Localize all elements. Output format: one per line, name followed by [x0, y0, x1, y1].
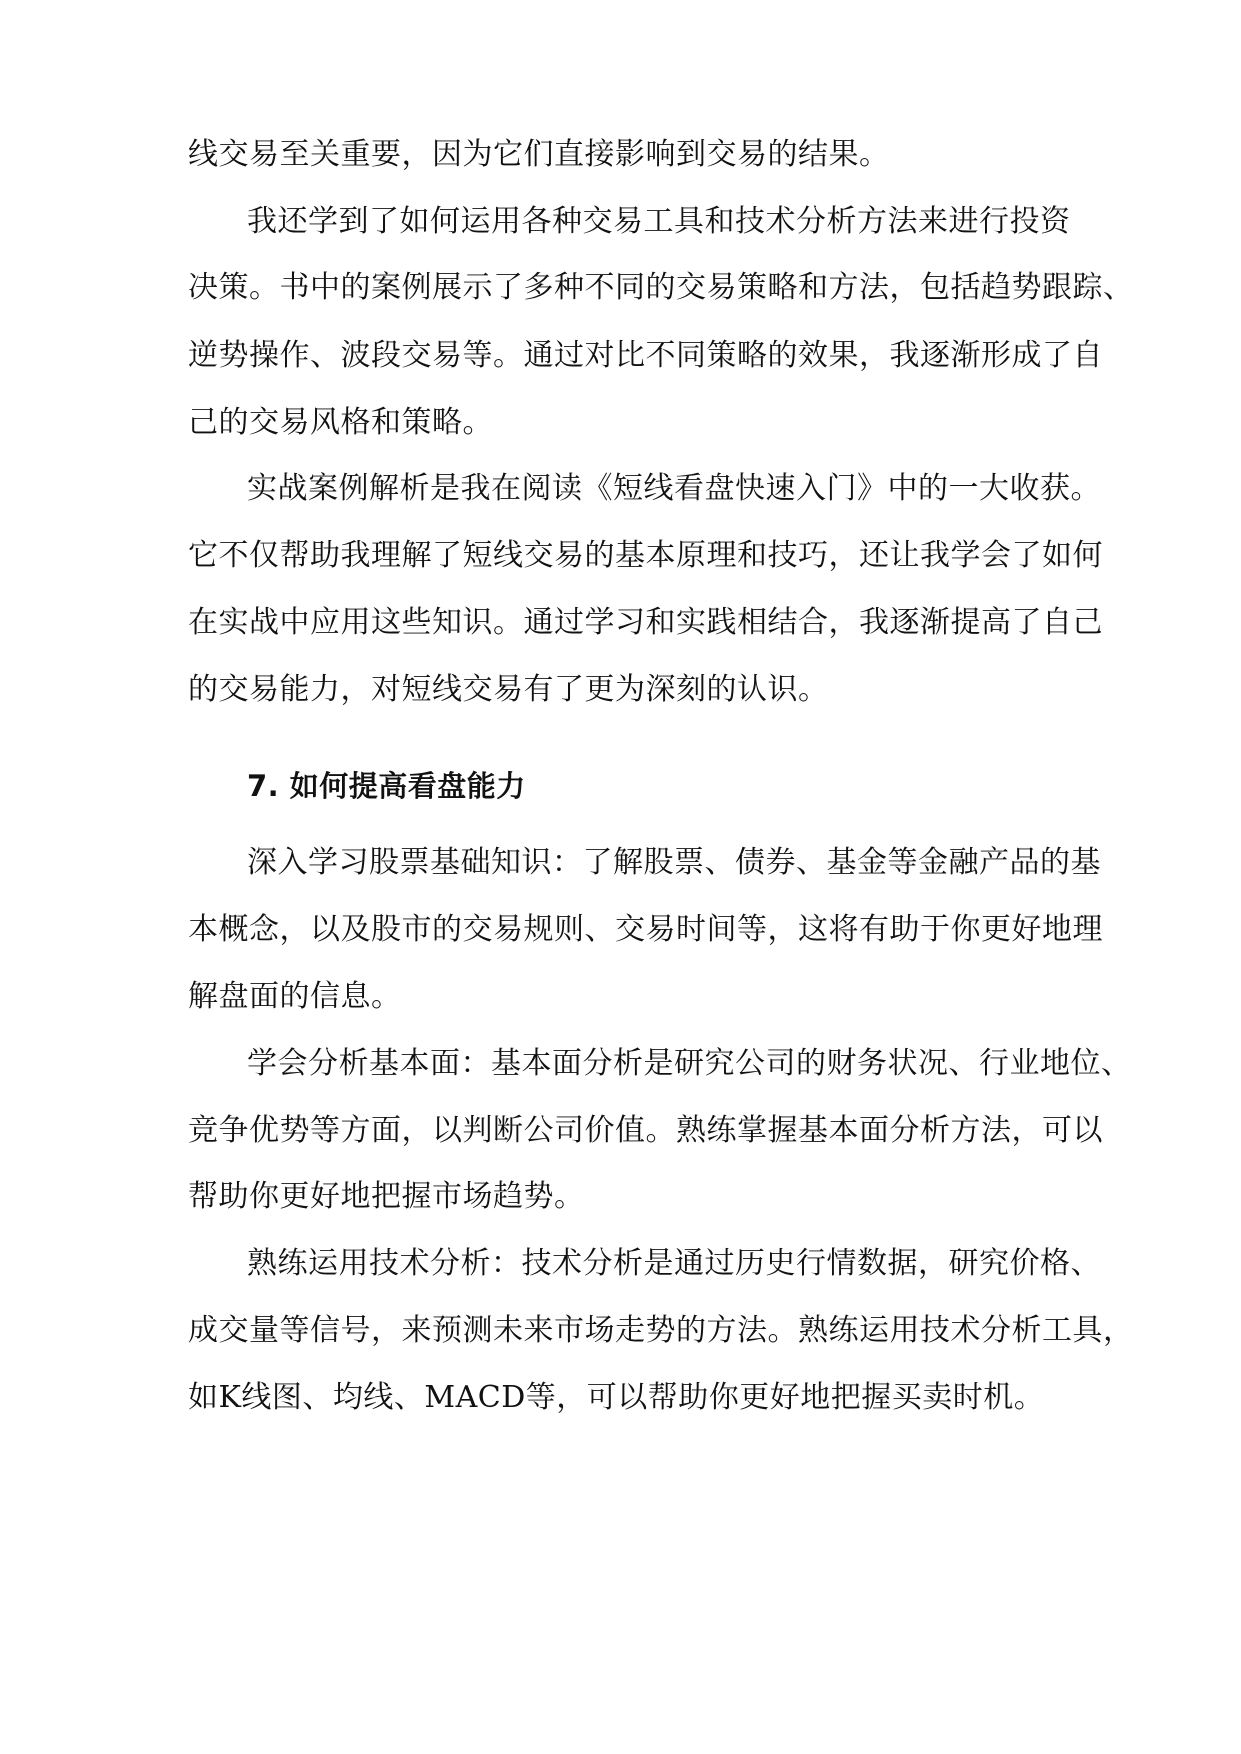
paragraph-line: 竞争优势等方面，以判断公司价值。熟练掌握基本面分析方法，可以	[188, 1113, 1103, 1148]
paragraph-line: 成交量等信号，来预测未来市场走势的方法。熟练运用技术分析工具，	[188, 1313, 1134, 1348]
paragraph-line: 如K线图、均线、MACD等，可以帮助你更好地把握买卖时机。	[188, 1380, 1045, 1415]
paragraph-line: 在实战中应用这些知识。通过学习和实践相结合，我逐渐提高了自己	[188, 605, 1103, 640]
paragraph-line: 解盘面的信息。	[188, 979, 402, 1014]
section-heading: 7. 如何提高看盘能力	[247, 769, 526, 803]
paragraph-line: 逆势操作、波段交易等。通过对比不同策略的效果，我逐渐形成了自	[188, 338, 1103, 373]
paragraph-line: 线交易至关重要，因为它们直接影响到交易的结果。	[188, 137, 890, 172]
paragraph-line: 我还学到了如何运用各种交易工具和技术分析方法来进行投资	[247, 204, 1071, 239]
paragraph-line: 帮助你更好地把握市场趋势。	[188, 1179, 585, 1214]
paragraph-line: 己的交易风格和策略。	[188, 405, 493, 440]
paragraph-line: 深入学习股票基础知识：了解股票、债券、基金等金融产品的基	[247, 845, 1101, 880]
paragraph-line: 它不仅帮助我理解了短线交易的基本原理和技巧，还让我学会了如何	[188, 538, 1103, 573]
paragraph-line: 实战案例解析是我在阅读《短线看盘快速入门》中的一大收获。	[247, 471, 1101, 506]
paragraph-line: 熟练运用技术分析：技术分析是通过历史行情数据，研究价格、	[247, 1246, 1101, 1281]
paragraph-line: 的交易能力，对短线交易有了更为深刻的认识。	[188, 672, 829, 707]
paragraph-line: 学会分析基本面：基本面分析是研究公司的财务状况、行业地位、	[247, 1046, 1132, 1081]
paragraph-line: 决策。书中的案例展示了多种不同的交易策略和方法，包括趋势跟踪、	[188, 270, 1134, 305]
paragraph-line: 本概念，以及股市的交易规则、交易时间等，这将有助于你更好地理	[188, 912, 1103, 947]
